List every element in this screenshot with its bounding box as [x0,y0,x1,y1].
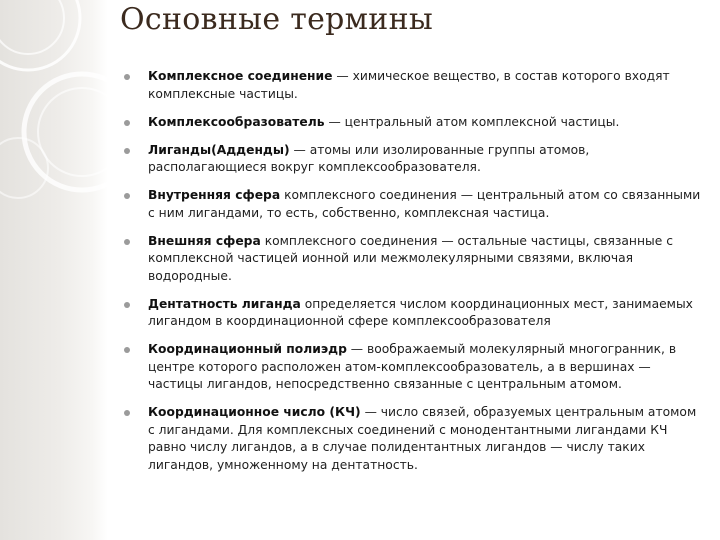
term-definition: — центральный атом комплексной частицы. [324,114,620,129]
list-item [124,187,702,222]
term-definition: — воображаемый молекулярный многогранник, в центре которого расположен атом-комплексообразователь, а в вершинах — частицы лигандов, непосредственно связанные с центральным атомом. [148,342,677,391]
term-definition: комплексного соединения — остальные частицы, связанные с комплексной частицей ионной или межмолекулярными связями, включая водородные. [148,233,673,283]
term-name: Координационное число (КЧ) [148,405,361,419]
term-name: Координационный полиэдр [148,342,347,356]
bullet-icon [124,193,130,199]
term-definition: комплексного соединения — центральный атом со связанными с ним лигандами, то есть, собственно, комплексная частица. [148,188,701,220]
list-item [124,296,702,331]
bullet-icon [124,120,130,126]
bullet-icon [124,74,130,80]
term-name: Комплексообразователь [148,114,325,129]
term-definition: определяется числом координационных мест, занимаемых лигандом в координационной сфере комплексообразователя [148,296,693,328]
term-definition: — число связей, образуемых центральным атомом с лигандами. Для комплексных соединений с монодентантными лигандами КЧ равно числу лигандов, а в случае полидентантных лигандов — числу таких лигандов, умноженному на дентатность. [148,405,697,472]
term-name: Лиганды(Адденды) [148,142,290,157]
term-name: Внешняя сфера [148,233,261,248]
term-definition: — атомы или изолированные группы атомов, располагающиеся вокруг комплексообразователя. [148,142,590,174]
bullet-icon [124,239,130,245]
slide-title: Основные термины [120,2,434,37]
list-item [124,341,702,394]
term-name: Дентатность лиганда [148,296,301,311]
bullet-icon [124,148,130,154]
list-item [124,233,702,286]
bullet-icon [124,347,130,353]
bullet-icon [124,410,130,416]
list-item [124,68,702,103]
list-item [124,404,702,474]
term-name: Внутренняя сфера [148,188,281,202]
term-definition: — химическое вещество, в состав которого входят комплексные частицы. [148,69,670,101]
bullet-icon [124,302,130,308]
list-item [124,142,702,177]
terms-list [124,68,702,485]
term-name: Комплексное соединение [148,69,333,83]
list-item [124,114,702,132]
